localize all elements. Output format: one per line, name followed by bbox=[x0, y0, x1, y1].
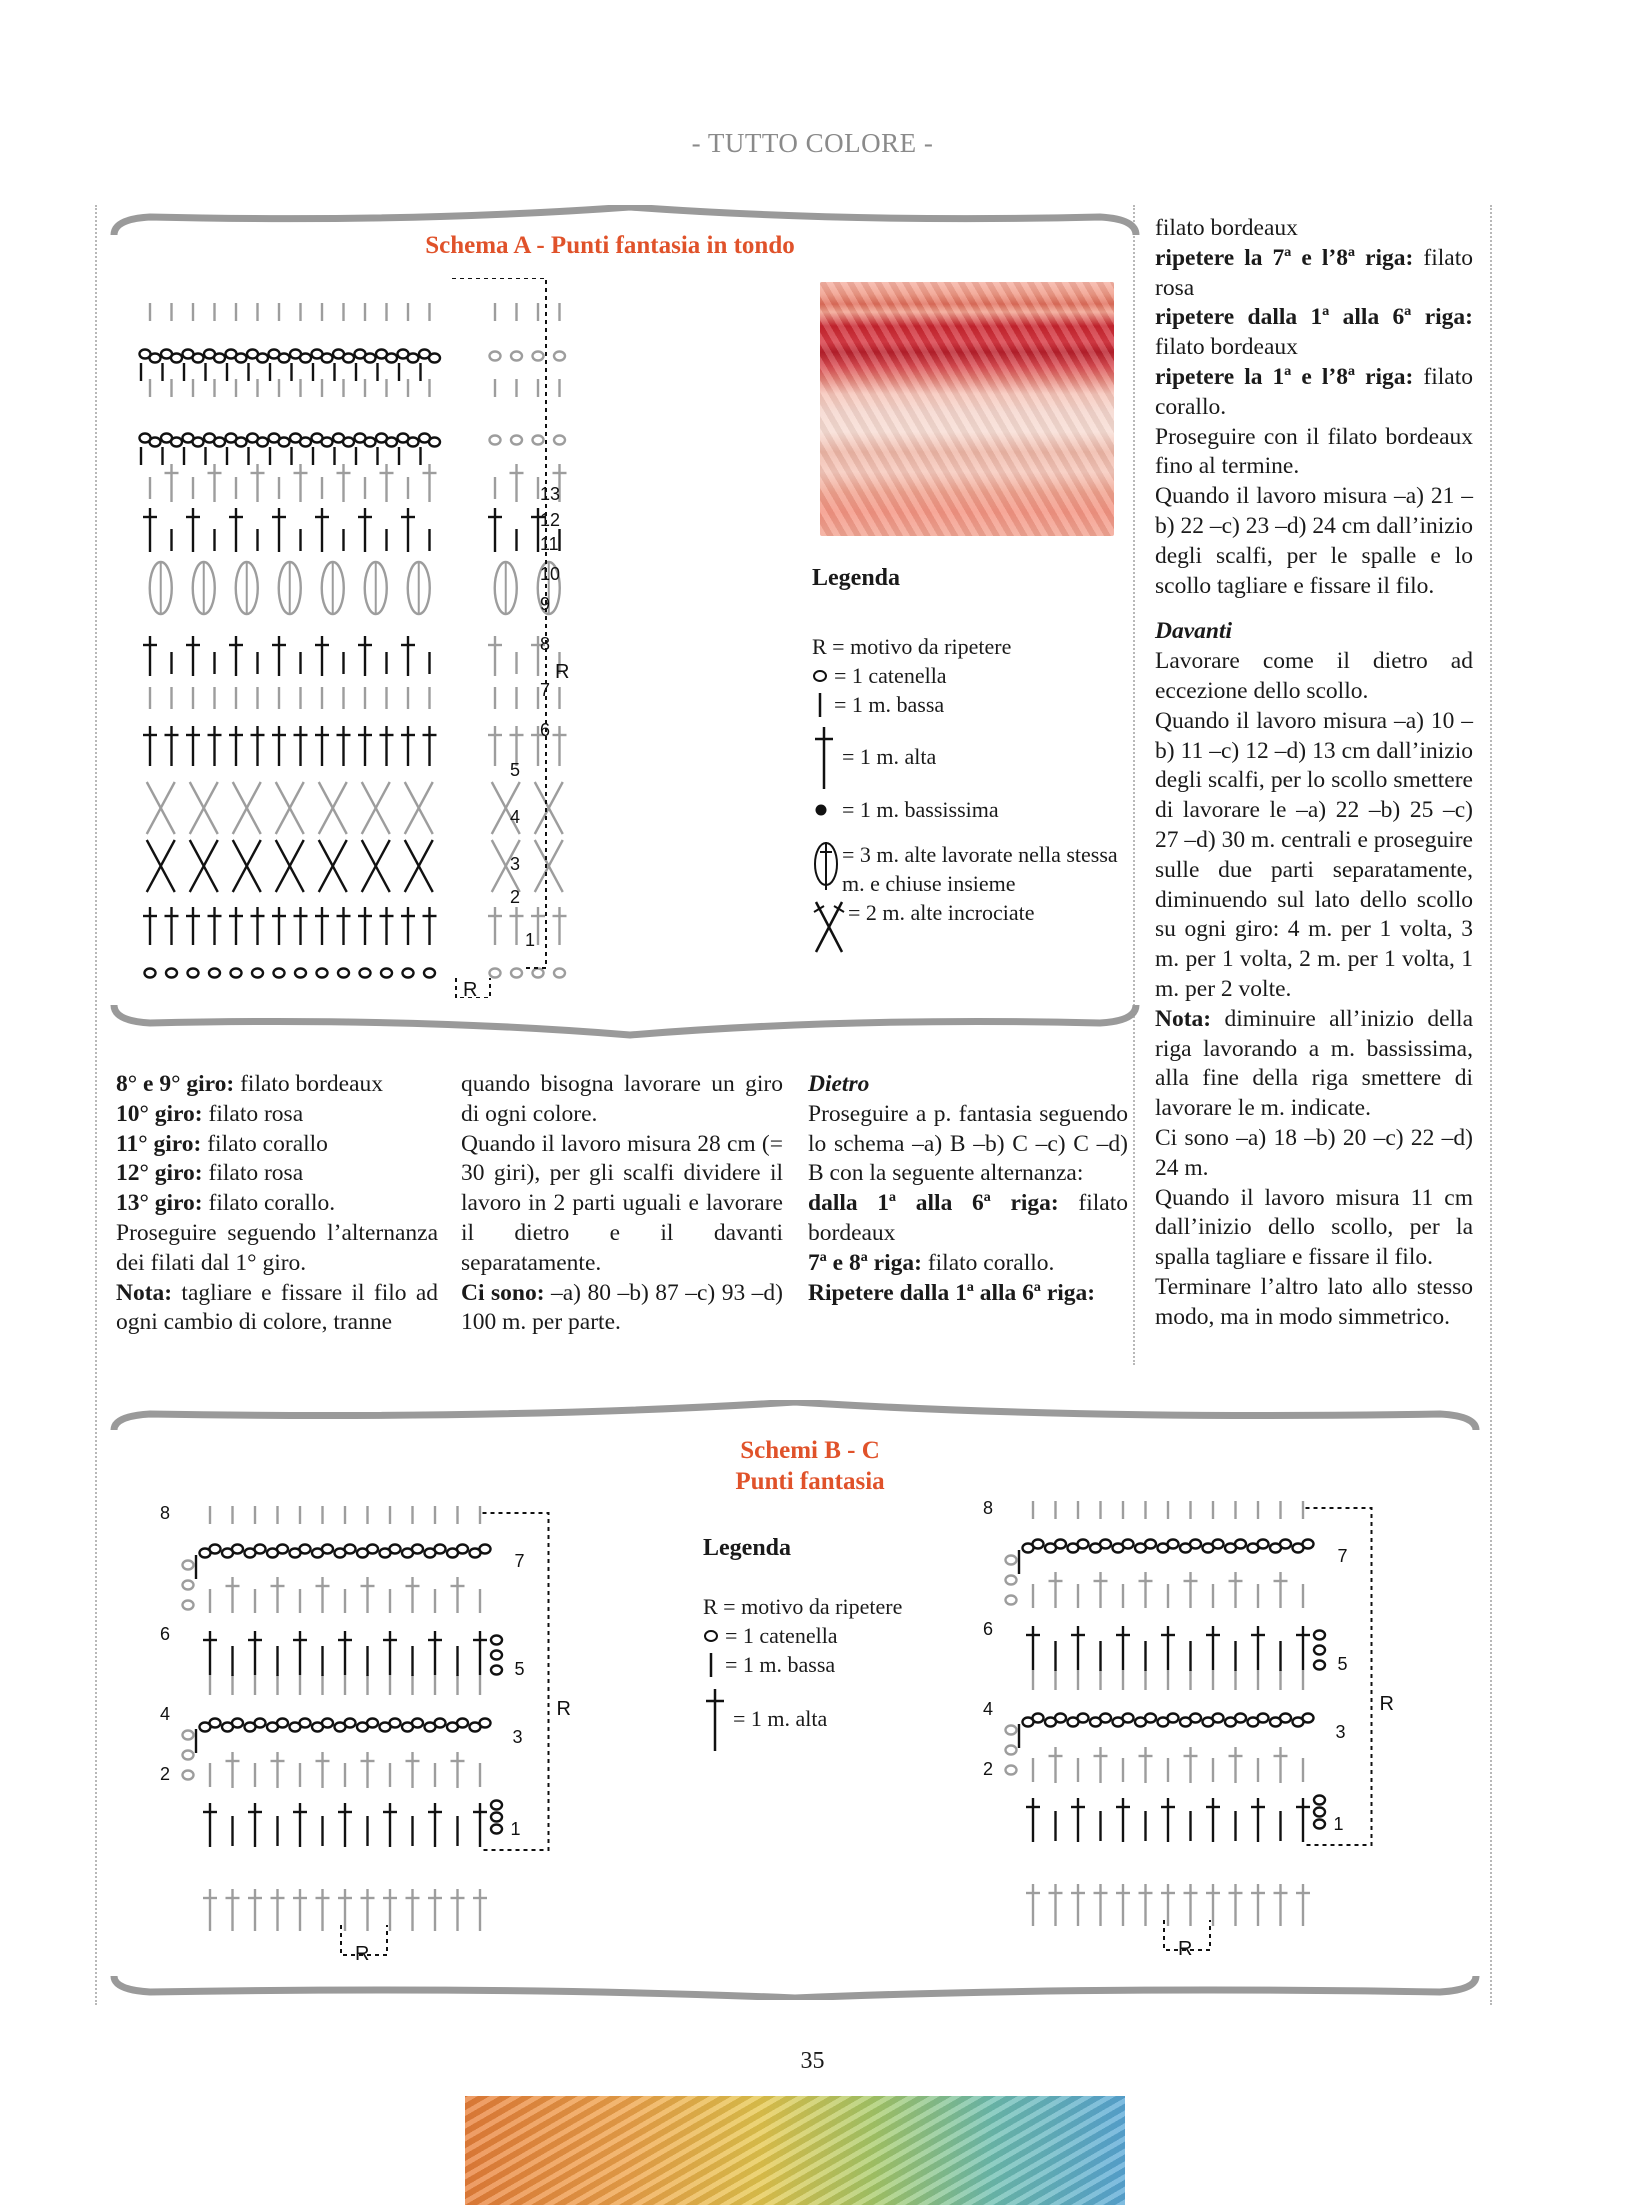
row-number: 3 bbox=[512, 1727, 523, 1747]
chain-stitch bbox=[1006, 1556, 1017, 1565]
chain-stitch bbox=[390, 1545, 401, 1554]
paragraph-text: filato corallo. bbox=[921, 1249, 1055, 1276]
chain-stitch bbox=[252, 969, 263, 978]
paragraph-text: Quando il lavoro misura 28 cm (= 30 giri), per gli scalfi dividere il lavoro in 2 parti uguali e lavorare il dietro e il davanti separatamente. bbox=[461, 1130, 783, 1276]
single-crochet-icon bbox=[707, 1653, 715, 1677]
chain-stitch bbox=[232, 1719, 243, 1728]
text-column-3 bbox=[808, 1070, 1128, 1308]
chain-stitch bbox=[403, 969, 414, 978]
paragraph-bold: 12° giro: bbox=[116, 1160, 203, 1187]
chain-stitch bbox=[322, 438, 333, 447]
slip-stitch-icon bbox=[814, 803, 828, 817]
paragraph-bold: 13° giro: bbox=[116, 1190, 203, 1217]
paragraph-text: tagliare e fissare il filo ad ogni cambio di colore, tranne bbox=[116, 1279, 438, 1336]
paragraph bbox=[1155, 1273, 1473, 1333]
chain-stitch bbox=[491, 1813, 502, 1822]
paragraph-text: diminuire all’inizio della riga lavorando a m. bassissima, alla fine della riga smettere di lavorare le m. indicate. bbox=[1155, 1005, 1473, 1122]
paragraph bbox=[1155, 244, 1473, 304]
row-number: 8 bbox=[540, 634, 551, 654]
chain-stitch bbox=[322, 1719, 333, 1728]
chain-stitch bbox=[381, 969, 392, 978]
legend-bc-item bbox=[703, 1695, 983, 1743]
chain-stitch bbox=[1123, 1714, 1134, 1723]
cluster-icon bbox=[812, 840, 840, 892]
paragraph-bold: 11° giro: bbox=[116, 1130, 202, 1157]
paragraph-text: filato rosa bbox=[202, 1100, 304, 1127]
chain-stitch bbox=[183, 1771, 194, 1780]
legend-a-item: R = motivo da ripetere bbox=[812, 634, 1012, 659]
chain-stitch bbox=[491, 1825, 502, 1834]
chain-stitch bbox=[1100, 1540, 1111, 1549]
chain-stitch bbox=[424, 969, 435, 978]
paragraph-text: filato bordeaux bbox=[808, 1190, 1129, 1246]
paragraph-bold: Nota: bbox=[1155, 1005, 1212, 1032]
repeat-label: R bbox=[463, 979, 478, 998]
row-number: 5 bbox=[510, 760, 521, 780]
chain-stitch bbox=[1006, 1726, 1017, 1735]
chain-stitch bbox=[390, 1719, 401, 1728]
chain-stitch bbox=[257, 438, 268, 447]
chain-stitch bbox=[300, 1719, 311, 1728]
paragraph bbox=[461, 1130, 783, 1279]
chain-stitch bbox=[236, 438, 247, 447]
legend-a-sc-text: = 1 m. bassa bbox=[834, 692, 945, 717]
chain-stitch bbox=[511, 969, 522, 978]
paragraph bbox=[1155, 647, 1473, 707]
chain-stitch bbox=[183, 1601, 194, 1610]
paragraph-bold: ripetere dalla 1ª alla 6ª riga: bbox=[1155, 304, 1473, 331]
chain-stitch bbox=[1055, 1540, 1066, 1549]
paragraph bbox=[1155, 707, 1473, 1005]
schemi-bc-title bbox=[560, 1435, 1060, 1497]
chain-stitch bbox=[480, 1545, 491, 1554]
chain-stitch bbox=[236, 354, 247, 363]
chain-stitch bbox=[1033, 1540, 1044, 1549]
chain-stitch bbox=[183, 1581, 194, 1590]
chain-stitch bbox=[365, 354, 376, 363]
paragraph-bold: Nota: bbox=[116, 1279, 173, 1306]
paragraph-text: filato rosa bbox=[202, 1160, 304, 1187]
chain-stitch bbox=[317, 969, 328, 978]
chain-stitch bbox=[408, 438, 419, 447]
row-number: 8 bbox=[983, 1500, 994, 1518]
chain-stitch bbox=[210, 1545, 221, 1554]
chain-stitch bbox=[480, 1719, 491, 1728]
chain-stitch bbox=[367, 1719, 378, 1728]
double-crochet-icon bbox=[812, 727, 836, 789]
row-number: 1 bbox=[1333, 1814, 1344, 1834]
legend-a-chain-text: = 1 catenella bbox=[834, 663, 947, 688]
paragraph-text: Lavorare come il dietro ad eccezione dello scollo. bbox=[1155, 648, 1473, 704]
davanti-body bbox=[1155, 647, 1473, 1332]
chain-stitch bbox=[1100, 1714, 1111, 1723]
paragraph bbox=[808, 1100, 1128, 1189]
row-number: 2 bbox=[983, 1759, 994, 1779]
chain-stitch bbox=[1314, 1820, 1325, 1829]
chain-stitch bbox=[491, 1666, 502, 1675]
chain-stitch bbox=[183, 1561, 194, 1570]
chain-stitch bbox=[412, 1719, 423, 1728]
paragraph bbox=[116, 1100, 438, 1130]
chain-stitch bbox=[150, 354, 161, 363]
chain-stitch bbox=[1145, 1714, 1156, 1723]
legend-bc-title: Legenda bbox=[703, 1535, 792, 1561]
chain-stitch bbox=[435, 1719, 446, 1728]
row-number: 1 bbox=[525, 930, 536, 950]
paragraph-bold: Ripetere dalla 1ª alla 6ª riga: bbox=[808, 1279, 1096, 1306]
row-number: 4 bbox=[160, 1704, 171, 1724]
paragraph-text: filato corallo. bbox=[202, 1190, 336, 1217]
paragraph bbox=[1155, 303, 1473, 363]
chain-stitch bbox=[533, 352, 544, 361]
chain-stitch bbox=[232, 1545, 243, 1554]
dietro-continued bbox=[1155, 214, 1473, 601]
paragraph bbox=[1155, 482, 1473, 601]
chain-stitch bbox=[412, 1545, 423, 1554]
paragraph-text: Proseguire seguendo l’alternanza dei filati dal 1° giro. bbox=[116, 1219, 438, 1276]
chain-stitch bbox=[490, 352, 501, 361]
chain-stitch bbox=[1190, 1540, 1201, 1549]
chain-stitch bbox=[231, 969, 242, 978]
chain-stitch bbox=[1235, 1714, 1246, 1723]
repeat-label: R bbox=[556, 1698, 571, 1720]
chain-stitch bbox=[1314, 1661, 1325, 1670]
chain-stitch bbox=[435, 1545, 446, 1554]
chain-stitch bbox=[1213, 1540, 1224, 1549]
chain-stitch bbox=[166, 969, 177, 978]
text-column-2 bbox=[461, 1070, 783, 1338]
chain-stitch bbox=[193, 438, 204, 447]
chain-stitch bbox=[257, 354, 268, 363]
legend-bc bbox=[703, 1535, 983, 1743]
chain-stitch bbox=[491, 1801, 502, 1810]
legend-a bbox=[812, 565, 1132, 927]
crossed-dc-icon bbox=[812, 898, 846, 954]
row-number: 11 bbox=[540, 534, 559, 554]
row-number: 10 bbox=[540, 564, 561, 584]
double-crochet-icon bbox=[703, 1689, 727, 1751]
repeat-bracket-right bbox=[452, 278, 546, 968]
paragraph bbox=[808, 1279, 1128, 1309]
page-number: 35 bbox=[800, 2048, 825, 2074]
schemi-bc-title-line1: Schemi B - C bbox=[740, 1437, 880, 1464]
legend-a-cluster-text: = 3 m. alte lavorate nella stessa m. e chiuse insieme bbox=[842, 842, 1118, 896]
chain-stitch bbox=[1303, 1540, 1314, 1549]
chain-stitch bbox=[1314, 1796, 1325, 1805]
paragraph-text: Quando il lavoro misura –a) 21 –b) 22 –c) 23 –d) 24 cm dall’inizio degli scalfi, per le spalle e lo scollo tagliare e fissare il filo. bbox=[1155, 483, 1473, 599]
paragraph-text: Terminare l’altro lato allo stesso modo, ma in modo simmetrico. bbox=[1155, 1273, 1473, 1330]
chain-stitch bbox=[150, 438, 161, 447]
paragraph-text: Ci sono –a) 18 –b) 20 –c) 22 –d) 24 m. bbox=[1155, 1124, 1473, 1181]
chain-stitch bbox=[1280, 1540, 1291, 1549]
paragraph-text: filato corallo. bbox=[1155, 363, 1474, 420]
text-column-1 bbox=[116, 1070, 438, 1338]
row-number: 3 bbox=[1335, 1722, 1346, 1742]
paragraph-text: Proseguire con il filato bordeaux fino al termine. bbox=[1155, 423, 1473, 480]
chain-stitch bbox=[1145, 1540, 1156, 1549]
legend-a-item bbox=[812, 661, 1132, 690]
text-column-4 bbox=[1155, 214, 1473, 1332]
paragraph-bold: 7ª e 8ª riga: bbox=[808, 1249, 922, 1276]
row-number: 6 bbox=[160, 1624, 171, 1644]
row-number: 7 bbox=[514, 1551, 525, 1571]
chain-stitch bbox=[183, 1731, 194, 1740]
paragraph bbox=[1155, 423, 1473, 483]
chain-stitch bbox=[214, 438, 225, 447]
chain-stitch bbox=[554, 436, 565, 445]
chain-stitch bbox=[322, 1545, 333, 1554]
repeat-label: R bbox=[1379, 1693, 1394, 1715]
row-number: 4 bbox=[510, 807, 521, 827]
chain-stitch bbox=[365, 438, 376, 447]
chain-stitch bbox=[343, 438, 354, 447]
paragraph bbox=[116, 1189, 438, 1219]
schema-c-chart bbox=[968, 1500, 1468, 1970]
paragraph bbox=[1155, 1184, 1473, 1273]
chain-stitch bbox=[345, 1719, 356, 1728]
paragraph-text: filato rosa bbox=[1155, 244, 1474, 301]
chain-stitch bbox=[1078, 1540, 1089, 1549]
legend-bc-item bbox=[703, 1621, 983, 1650]
left-page-rule bbox=[95, 205, 97, 2005]
chain-stitch bbox=[193, 354, 204, 363]
paragraph-text: Proseguire a p. fantasia seguendo lo schema –a) B –b) C –c) C –d) B con la seguente alternanza: bbox=[808, 1100, 1128, 1187]
chain-stitch bbox=[343, 354, 354, 363]
legend-a-item bbox=[812, 795, 1132, 824]
chain-stitch bbox=[1006, 1596, 1017, 1605]
chain-stitch bbox=[171, 354, 182, 363]
chain-stitch bbox=[1314, 1646, 1325, 1655]
chain-stitch bbox=[533, 969, 544, 978]
chain-stitch bbox=[490, 436, 501, 445]
paragraph-bold: dalla 1ª alla 6ª riga: bbox=[808, 1190, 1059, 1217]
davanti-heading: Davanti bbox=[1155, 618, 1233, 645]
paragraph bbox=[808, 1189, 1128, 1249]
chain-stitch bbox=[1168, 1540, 1179, 1549]
chain-stitch bbox=[1123, 1540, 1134, 1549]
paragraph-bold: 8° e 9° giro: bbox=[116, 1071, 235, 1097]
chain-stitch bbox=[322, 354, 333, 363]
chain-stitch bbox=[367, 1545, 378, 1554]
paragraph-text: filato bordeaux bbox=[234, 1071, 383, 1097]
chain-stitch bbox=[511, 352, 522, 361]
dietro-body bbox=[808, 1100, 1128, 1309]
row-number: 7 bbox=[540, 680, 551, 700]
row-number: 6 bbox=[540, 720, 551, 740]
chain-stitch bbox=[491, 1651, 502, 1660]
paragraph-text: filato bordeaux bbox=[1155, 215, 1298, 241]
paragraph bbox=[461, 1279, 783, 1339]
legend-a-title: Legenda bbox=[812, 565, 901, 591]
yarn-sample-photo bbox=[465, 2096, 1125, 2205]
chain-stitch bbox=[210, 1719, 221, 1728]
legend-a-item bbox=[812, 840, 1132, 898]
chain-stitch bbox=[429, 438, 440, 447]
legend-bc-item bbox=[703, 1650, 983, 1679]
chain-stitch bbox=[338, 969, 349, 978]
paragraph bbox=[808, 1249, 1128, 1279]
row-number: 6 bbox=[983, 1619, 994, 1639]
chain-stitch bbox=[183, 1751, 194, 1760]
chain-stitch bbox=[554, 352, 565, 361]
chain-stitch bbox=[171, 438, 182, 447]
paragraph bbox=[116, 1219, 438, 1279]
row-number: 5 bbox=[1337, 1654, 1348, 1674]
row-number: 1 bbox=[510, 1819, 521, 1839]
repeat-label: R bbox=[355, 1943, 370, 1965]
single-crochet-icon bbox=[816, 693, 824, 717]
chain-stitch bbox=[295, 969, 306, 978]
chain-stitch bbox=[279, 354, 290, 363]
row-number: 9 bbox=[540, 594, 551, 614]
chain-stitch bbox=[188, 969, 199, 978]
row-number: 12 bbox=[540, 510, 561, 530]
chain-stitch bbox=[1314, 1808, 1325, 1817]
chain-stitch-icon bbox=[703, 1629, 719, 1643]
paragraph-text: filato corallo bbox=[201, 1130, 328, 1157]
chain-stitch-icon bbox=[812, 669, 828, 683]
paragraph-text: quando bisogna lavorare un giro di ogni colore. bbox=[461, 1071, 783, 1127]
chain-stitch bbox=[300, 1545, 311, 1554]
chain-stitch bbox=[145, 969, 156, 978]
chain-stitch bbox=[490, 969, 501, 978]
chain-stitch bbox=[360, 969, 371, 978]
chain-stitch bbox=[429, 354, 440, 363]
chain-stitch bbox=[1303, 1714, 1314, 1723]
chain-stitch bbox=[511, 436, 522, 445]
legend-a-item bbox=[812, 733, 1132, 781]
repeat-label: R bbox=[1178, 1938, 1193, 1960]
chain-stitch bbox=[255, 1719, 266, 1728]
chain-stitch bbox=[1258, 1714, 1269, 1723]
row-number: 2 bbox=[510, 887, 521, 907]
chain-stitch bbox=[457, 1545, 468, 1554]
legend-bc-sc-text: = 1 m. bassa bbox=[725, 1652, 836, 1677]
chain-stitch bbox=[300, 354, 311, 363]
legend-bc-dc-text: = 1 m. alta bbox=[733, 1706, 828, 1731]
row-number: 13 bbox=[540, 484, 561, 504]
chain-stitch bbox=[255, 1545, 266, 1554]
chain-stitch bbox=[277, 1719, 288, 1728]
repeat-label: R bbox=[555, 661, 570, 683]
chain-stitch bbox=[214, 354, 225, 363]
row-number: 2 bbox=[160, 1764, 171, 1784]
chain-stitch bbox=[457, 1719, 468, 1728]
paragraph bbox=[461, 1070, 783, 1130]
chain-stitch bbox=[1078, 1714, 1089, 1723]
schema-b-chart bbox=[120, 1505, 640, 1975]
legend-a-item bbox=[812, 690, 1132, 719]
chain-stitch bbox=[1280, 1714, 1291, 1723]
chain-stitch bbox=[1314, 1631, 1325, 1640]
chain-stitch bbox=[277, 1545, 288, 1554]
chain-stitch bbox=[1006, 1766, 1017, 1775]
chain-stitch bbox=[274, 969, 285, 978]
chain-stitch bbox=[1258, 1540, 1269, 1549]
chain-stitch bbox=[1055, 1714, 1066, 1723]
paragraph-bold: ripetere la 7ª e l’8ª riga: bbox=[1155, 244, 1414, 271]
paragraph bbox=[116, 1070, 438, 1100]
dietro-heading: Dietro bbox=[808, 1071, 870, 1097]
chain-stitch bbox=[386, 438, 397, 447]
legend-a-item bbox=[812, 898, 1132, 927]
chain-stitch bbox=[1006, 1746, 1017, 1755]
paragraph-bold: 10° giro: bbox=[116, 1100, 203, 1127]
paragraph bbox=[1155, 1005, 1473, 1124]
legend-bc-chain-text: = 1 catenella bbox=[725, 1623, 838, 1648]
stitch-sample-photo bbox=[820, 282, 1114, 536]
paragraph-text: Quando il lavoro misura 11 cm dall’inizio dello scollo, per la spalla tagliare e fissare il filo. bbox=[1155, 1184, 1473, 1271]
row-number: 5 bbox=[514, 1659, 525, 1679]
legend-bc-item: R = motivo da ripetere bbox=[703, 1594, 903, 1619]
running-header: - TUTTO COLORE - bbox=[691, 128, 934, 158]
paragraph bbox=[1155, 1124, 1473, 1184]
schemi-bc-title-line2: Punti fantasia bbox=[735, 1468, 885, 1495]
chain-stitch bbox=[1006, 1576, 1017, 1585]
chain-stitch bbox=[279, 438, 290, 447]
chain-stitch bbox=[533, 436, 544, 445]
paragraph bbox=[1155, 363, 1473, 423]
chain-stitch bbox=[408, 354, 419, 363]
legend-a-slip-text: = 1 m. bassissima bbox=[842, 797, 999, 822]
chain-stitch bbox=[554, 969, 565, 978]
paragraph bbox=[116, 1130, 438, 1160]
chain-stitch bbox=[1168, 1714, 1179, 1723]
row-number: 8 bbox=[160, 1505, 171, 1523]
paragraph-text: –a) 80 –b) 87 –c) 93 –d) 100 m. per parte. bbox=[461, 1279, 783, 1336]
row-number: 3 bbox=[510, 854, 521, 874]
chain-stitch bbox=[491, 1636, 502, 1645]
paragraph-text: filato bordeaux bbox=[1155, 334, 1298, 361]
legend-a-dc-text: = 1 m. alta bbox=[842, 744, 937, 769]
chain-stitch bbox=[300, 438, 311, 447]
paragraph bbox=[1155, 214, 1473, 244]
legend-a-crossed-text: = 2 m. alte incrociate bbox=[848, 900, 1035, 925]
chain-stitch bbox=[1190, 1714, 1201, 1723]
paragraph-bold: ripetere la 1ª e l’8ª riga: bbox=[1155, 363, 1414, 390]
paragraph-text: Quando il lavoro misura –a) 10 –b) 11 –c) 12 –d) 13 cm dall’inizio degli scalfi, per lo scollo smettere di lavorare le –a) 22 –b) 25 –c) 27 –d) 30 m. centrali e proseguire sulle due parti separatamente, diminuendo sul lato dello scollo su ogni giro: 4 m. per 1 volta, 3 m. per 1 volta, 2 m. per 1 volta, 1 m. per 2 volte. bbox=[1155, 707, 1473, 1002]
row-number: 7 bbox=[1337, 1546, 1348, 1566]
paragraph-bold: Ci sono: bbox=[461, 1279, 545, 1306]
schema-a-title: Schema A - Punti fantasia in tondo bbox=[425, 232, 795, 259]
row-number: 4 bbox=[983, 1699, 994, 1719]
schema-a-chart bbox=[130, 278, 790, 998]
chain-stitch bbox=[209, 969, 220, 978]
chain-stitch bbox=[1213, 1714, 1224, 1723]
chain-stitch bbox=[386, 354, 397, 363]
chain-stitch bbox=[1235, 1540, 1246, 1549]
chain-stitch bbox=[1033, 1714, 1044, 1723]
right-page-rule bbox=[1490, 205, 1492, 2005]
paragraph bbox=[116, 1159, 438, 1189]
paragraph bbox=[116, 1279, 438, 1339]
chain-stitch bbox=[345, 1545, 356, 1554]
